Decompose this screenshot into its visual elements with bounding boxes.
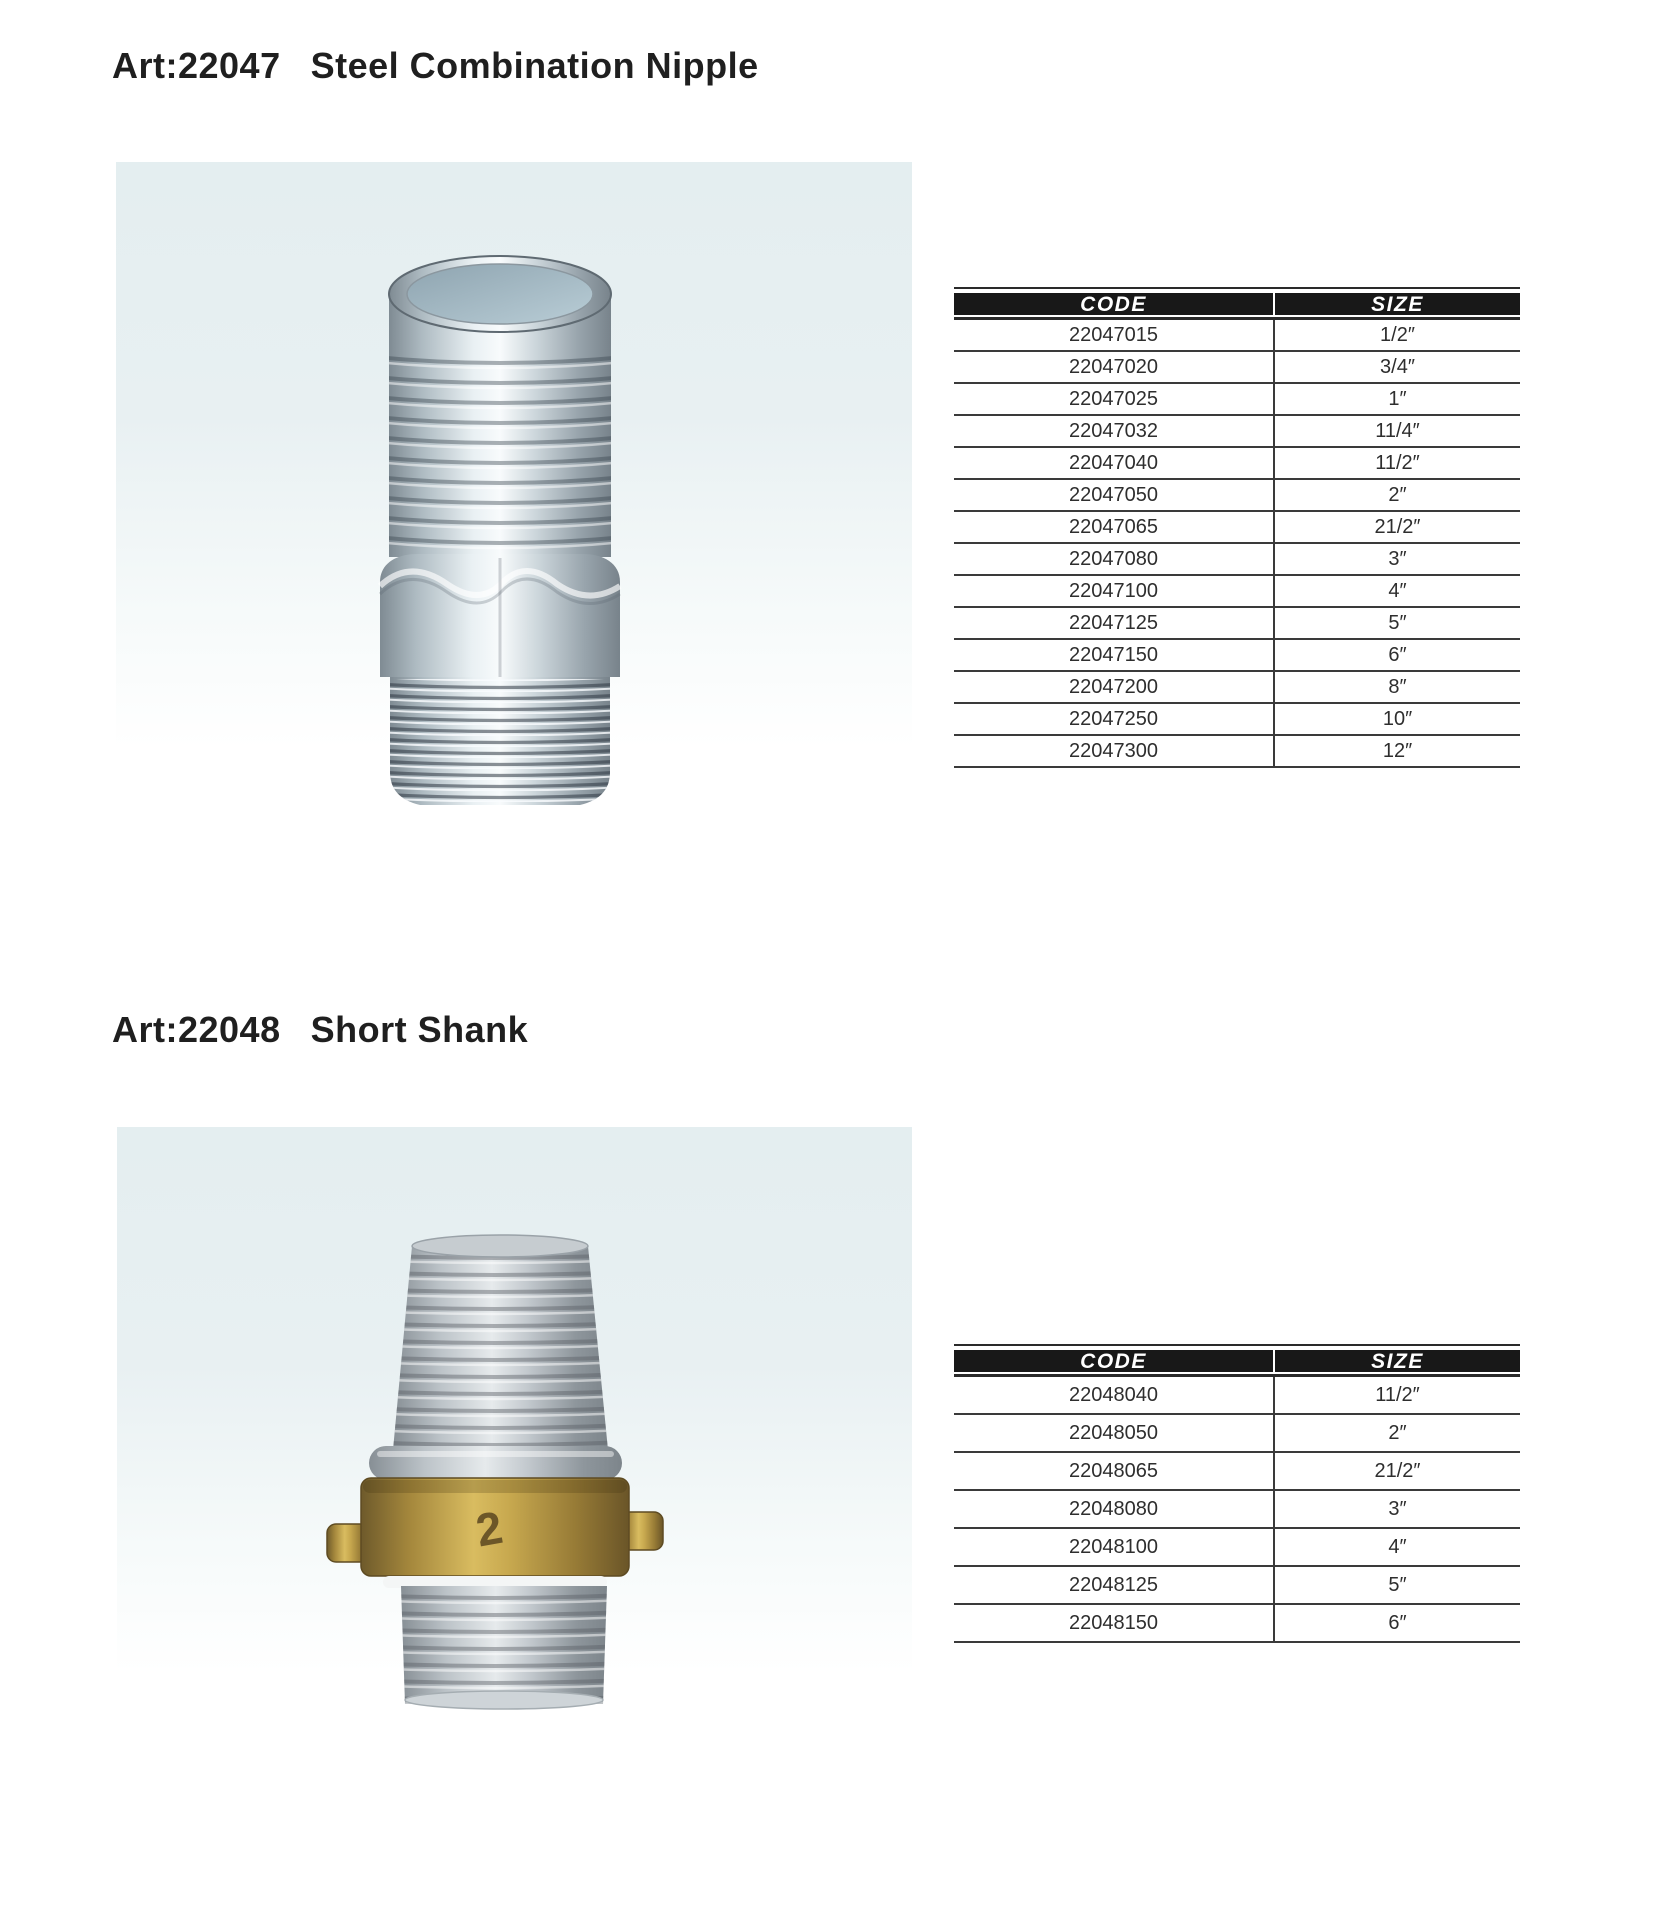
nut-stamp-text: 2 bbox=[472, 1500, 507, 1557]
table-row bbox=[954, 703, 1520, 735]
product-name: Steel Combination Nipple bbox=[310, 45, 759, 86]
table-row bbox=[954, 607, 1520, 639]
code-cell: 22047200 bbox=[954, 671, 1274, 703]
spec-table-22048 bbox=[954, 1344, 1520, 1643]
size-cell: 8″ bbox=[1274, 671, 1520, 703]
code-cell: 22047015 bbox=[954, 319, 1274, 352]
code-cell: 22048065 bbox=[954, 1452, 1274, 1490]
size-cell: 21/2″ bbox=[1274, 1452, 1520, 1490]
size-cell: 5″ bbox=[1274, 1566, 1520, 1604]
code-cell: 22048040 bbox=[954, 1376, 1274, 1415]
steel-combination-nipple-image bbox=[375, 252, 625, 812]
size-cell: 6″ bbox=[1274, 1604, 1520, 1642]
product-title-22048 bbox=[112, 1009, 528, 1051]
code-cell: 22047100 bbox=[954, 575, 1274, 607]
column-header-size: SIZE bbox=[1274, 1350, 1520, 1376]
table-row bbox=[954, 1376, 1520, 1415]
size-cell: 3″ bbox=[1274, 543, 1520, 575]
table-row bbox=[954, 479, 1520, 511]
product-photo-steel-combination-nipple bbox=[116, 162, 912, 828]
size-cell: 1/2″ bbox=[1274, 319, 1520, 352]
size-cell: 2″ bbox=[1274, 1414, 1520, 1452]
code-cell: 22047040 bbox=[954, 447, 1274, 479]
code-cell: 22047080 bbox=[954, 543, 1274, 575]
column-header-size: SIZE bbox=[1274, 293, 1520, 319]
table-row bbox=[954, 351, 1520, 383]
size-cell: 5″ bbox=[1274, 607, 1520, 639]
code-cell: 22047032 bbox=[954, 415, 1274, 447]
code-cell: 22047025 bbox=[954, 383, 1274, 415]
table-row bbox=[954, 575, 1520, 607]
table-row bbox=[954, 511, 1520, 543]
table-row bbox=[954, 383, 1520, 415]
code-cell: 22048100 bbox=[954, 1528, 1274, 1566]
code-cell: 22047065 bbox=[954, 511, 1274, 543]
size-cell: 21/2″ bbox=[1274, 511, 1520, 543]
product-name: Short Shank bbox=[310, 1009, 529, 1050]
size-cell: 10″ bbox=[1274, 703, 1520, 735]
table-row bbox=[954, 447, 1520, 479]
size-cell: 1″ bbox=[1274, 383, 1520, 415]
table-row bbox=[954, 1604, 1520, 1642]
product-photo-short-shank bbox=[117, 1127, 912, 1747]
table-row bbox=[954, 735, 1520, 767]
table-row bbox=[954, 1566, 1520, 1604]
size-cell: 4″ bbox=[1274, 575, 1520, 607]
column-header-code: CODE bbox=[954, 293, 1274, 319]
code-cell: 22047250 bbox=[954, 703, 1274, 735]
code-cell: 22047300 bbox=[954, 735, 1274, 767]
code-cell: 22048080 bbox=[954, 1490, 1274, 1528]
table-row bbox=[954, 543, 1520, 575]
product-title-22047 bbox=[112, 45, 759, 87]
table-row bbox=[954, 415, 1520, 447]
size-cell: 2″ bbox=[1274, 479, 1520, 511]
spec-table-22047 bbox=[954, 287, 1520, 768]
table-row bbox=[954, 639, 1520, 671]
size-cell: 11/2″ bbox=[1274, 447, 1520, 479]
table-row bbox=[954, 319, 1520, 352]
table-row bbox=[954, 1490, 1520, 1528]
table-row bbox=[954, 1452, 1520, 1490]
art-number: Art:22048 bbox=[112, 1009, 281, 1050]
size-cell: 3″ bbox=[1274, 1490, 1520, 1528]
code-cell: 22047050 bbox=[954, 479, 1274, 511]
size-cell: 12″ bbox=[1274, 735, 1520, 767]
spec-table-body bbox=[954, 1376, 1520, 1643]
short-shank-image bbox=[325, 1232, 665, 1710]
table-row bbox=[954, 1528, 1520, 1566]
size-cell: 6″ bbox=[1274, 639, 1520, 671]
code-cell: 22048125 bbox=[954, 1566, 1274, 1604]
code-cell: 22047150 bbox=[954, 639, 1274, 671]
size-cell: 11/4″ bbox=[1274, 415, 1520, 447]
table-row bbox=[954, 671, 1520, 703]
table-row bbox=[954, 1414, 1520, 1452]
code-cell: 22048150 bbox=[954, 1604, 1274, 1642]
spec-table-body bbox=[954, 319, 1520, 768]
column-header-code: CODE bbox=[954, 1350, 1274, 1376]
code-cell: 22047125 bbox=[954, 607, 1274, 639]
size-cell: 4″ bbox=[1274, 1528, 1520, 1566]
size-cell: 11/2″ bbox=[1274, 1376, 1520, 1415]
code-cell: 22047020 bbox=[954, 351, 1274, 383]
code-cell: 22048050 bbox=[954, 1414, 1274, 1452]
size-cell: 3/4″ bbox=[1274, 351, 1520, 383]
art-number: Art:22047 bbox=[112, 45, 281, 86]
